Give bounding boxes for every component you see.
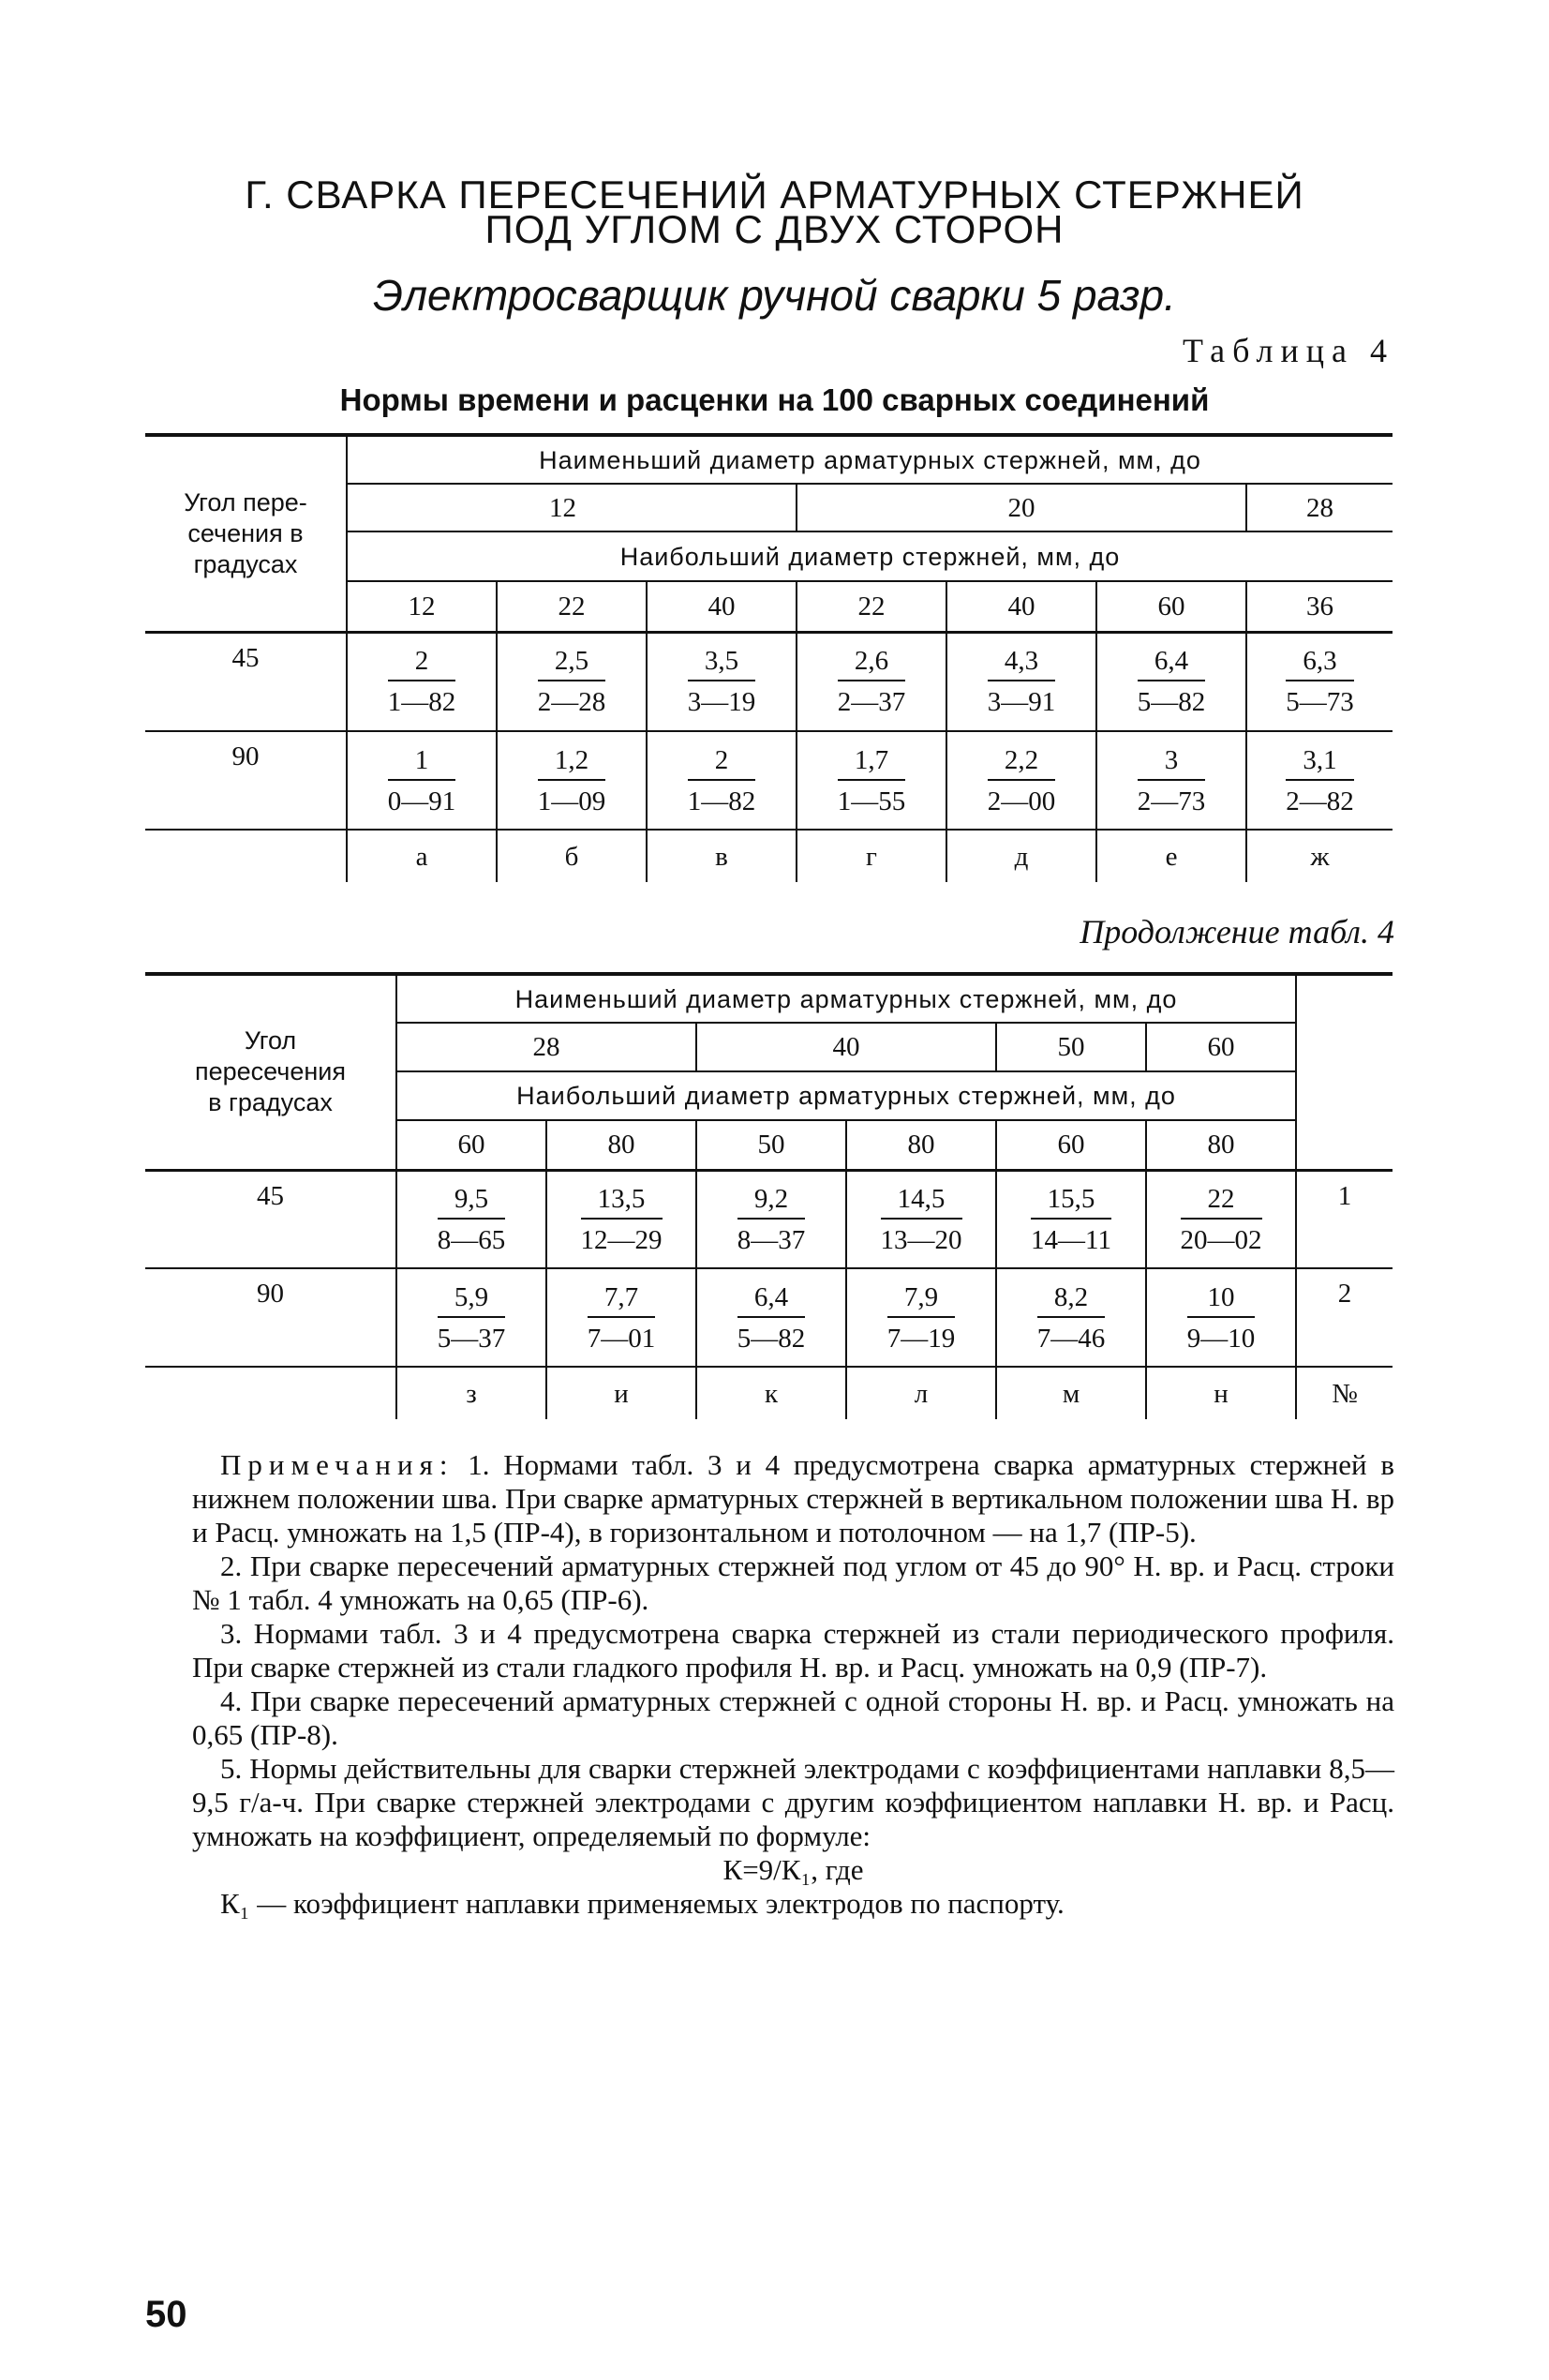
rate: 7—46 [1036, 1323, 1106, 1354]
rate: 13—20 [880, 1224, 962, 1255]
max-diameter-value: 22 [797, 581, 946, 632]
norm-cell [696, 1268, 846, 1367]
norm-cell [396, 1268, 546, 1367]
angle-cell: 45 [145, 632, 347, 731]
rate: 9—10 [1186, 1323, 1256, 1354]
norms-table-1 [145, 433, 1393, 882]
rate: 1—82 [387, 687, 456, 718]
norm-cell [546, 1268, 696, 1367]
norm-cell [347, 632, 497, 731]
angle-header: Угол пересечения в градусах [145, 974, 396, 1170]
worker-subtitle: Электросварщик ручной сварки 5 разр. [373, 271, 1176, 320]
max-diameter-value: 80 [1146, 1120, 1296, 1170]
time-norm: 7,9 [887, 1282, 956, 1318]
rate: 3—91 [987, 687, 1056, 718]
time-norm: 22 [1181, 1184, 1262, 1220]
column-letter: б [497, 830, 647, 882]
time-norm: 14,5 [881, 1184, 962, 1220]
max-diameter-value: 60 [1096, 581, 1246, 632]
norm-cell [946, 731, 1096, 830]
max-diameter-value: 60 [396, 1120, 546, 1170]
time-norm: 3,5 [688, 646, 756, 681]
time-norm: 2 [688, 745, 756, 781]
max-diameter-header: Наибольший диаметр арматурных стержней, мм, до [396, 1071, 1296, 1120]
rate: 5—73 [1286, 687, 1354, 718]
angle-cell: 45 [145, 1170, 396, 1268]
time-norm: 3 [1138, 745, 1206, 781]
continuation-label: Продолжение табл. 4 [1080, 913, 1394, 951]
note-4: 4. При сварке пересечений арматурных стержней с одной стороны Н. вр. и Расц. умножать на 0,65 (ПР-8). [192, 1684, 1394, 1751]
norm-cell [846, 1268, 996, 1367]
rate: 2—73 [1137, 786, 1206, 816]
rate: 5—82 [737, 1323, 806, 1354]
min-group-header: 40 [696, 1023, 996, 1071]
k1-definition: К₁ — коэффициент наплавки применяемых электродов по паспорту. [220, 1887, 1065, 1920]
column-letter: ж [1310, 841, 1330, 872]
table-row [145, 731, 1393, 830]
time-norm: 6,4 [737, 1282, 806, 1318]
rate: 2—37 [837, 687, 906, 718]
time-norm: 7,7 [588, 1282, 656, 1318]
max-diameter-value: 80 [546, 1120, 696, 1170]
table-caption: Нормы времени и расценки на 100 сварных соединений [339, 382, 1210, 417]
rate: 12—29 [580, 1224, 663, 1255]
column-letter: е [1096, 830, 1246, 882]
angle-header: Угол пере-сечения в градусах [145, 435, 347, 632]
note-1: Примечания: 1. Нормами табл. 3 и 4 предусмотрена сварка арматурных стержней в нижнем положении шва. При сварке арматурных стержней в вертикальном положении шва Н. вр и Расц. умножать на 1,5 (ПР-4), в горизонтальном и потолочном — на 1,7 (ПР-5). [192, 1448, 1394, 1549]
angle-cell: 90 [145, 1268, 396, 1367]
time-norm: 1,7 [838, 745, 906, 781]
norm-cell [846, 1170, 996, 1268]
column-letter: и [546, 1367, 696, 1419]
max-diameter-value: 22 [497, 581, 647, 632]
column-letter: д [946, 830, 1096, 882]
time-norm: 9,5 [438, 1184, 506, 1220]
time-norm: 9,2 [737, 1184, 806, 1220]
rate: 8—37 [737, 1224, 806, 1255]
column-letter: з [396, 1367, 546, 1419]
max-diameter-value: 50 [696, 1120, 846, 1170]
section-title-line2: ПОД УГЛОМ С ДВУХ СТОРОН [484, 207, 1065, 251]
min-diameter-header: Наименьший диаметр арматурных стержней, мм, до [396, 974, 1296, 1023]
rate: 5—82 [1137, 687, 1206, 718]
min-diameter-header: Наименьший диаметр арматурных стержней, мм, до [347, 435, 1393, 484]
column-letter: н [1146, 1367, 1296, 1419]
number-column-label: № [1332, 1378, 1358, 1409]
norm-cell [946, 632, 1096, 731]
time-norm: 3,1 [1286, 745, 1354, 781]
angle-cell: 90 [145, 731, 347, 830]
norm-cell [647, 731, 797, 830]
page-number: 50 [145, 2294, 187, 2335]
norm-cell [546, 1170, 696, 1268]
rate: 1—09 [537, 786, 606, 816]
table-row [145, 1268, 1393, 1367]
column-letter: к [696, 1367, 846, 1419]
min-group-header: 28 [1246, 484, 1393, 531]
time-norm: 2,2 [988, 745, 1056, 781]
min-group-header: 28 [396, 1023, 696, 1071]
norm-cell [347, 731, 497, 830]
norm-cell [1246, 632, 1393, 731]
rate: 2—82 [1286, 786, 1354, 816]
norm-cell [797, 731, 946, 830]
time-norm: 10 [1187, 1282, 1256, 1318]
time-norm: 6,3 [1286, 646, 1354, 681]
rate: 2—00 [987, 786, 1056, 816]
rate: 7—19 [886, 1323, 956, 1354]
rate: 1—55 [837, 786, 906, 816]
time-norm: 8,2 [1037, 1282, 1106, 1318]
max-diameter-value: 60 [996, 1120, 1146, 1170]
min-group-header: 20 [797, 484, 1246, 531]
time-norm: 1 [388, 745, 456, 781]
notes-block [192, 1448, 1394, 1921]
time-norm: 2 [388, 646, 456, 681]
rate: 7—01 [587, 1323, 656, 1354]
section-title-line1: Г. СВАРКА ПЕРЕСЕЧЕНИЙ АРМАТУРНЫХ СТЕРЖНЕЙ [245, 172, 1304, 217]
column-letter: м [996, 1367, 1146, 1419]
time-norm: 5,9 [438, 1282, 506, 1318]
norm-cell [1146, 1170, 1296, 1268]
norms-table-2 [145, 972, 1393, 1419]
note-3: 3. Нормами табл. 3 и 4 предусмотрена сварка стержней из стали периодического профиля. При сварке стержней из стали гладкого профиля Н. вр. и Расц. умножать на 0,9 (ПР-7). [192, 1617, 1394, 1684]
norm-cell [696, 1170, 846, 1268]
table-row [145, 632, 1393, 731]
column-letter: л [846, 1367, 996, 1419]
max-diameter-value: 36 [1306, 591, 1334, 621]
max-diameter-value: 12 [347, 581, 497, 632]
time-norm: 15,5 [1031, 1184, 1111, 1220]
min-group-header: 12 [347, 484, 797, 531]
min-group-header: 60 [1146, 1023, 1296, 1071]
rate: 14—11 [1031, 1224, 1111, 1255]
time-norm: 13,5 [581, 1184, 663, 1220]
max-diameter-value: 80 [846, 1120, 996, 1170]
norm-cell [996, 1268, 1146, 1367]
rate: 8—65 [437, 1224, 506, 1255]
norm-cell [996, 1170, 1146, 1268]
max-diameter-value: 40 [946, 581, 1096, 632]
column-letter: г [797, 830, 946, 882]
max-diameter-value: 40 [647, 581, 797, 632]
norm-cell [396, 1170, 546, 1268]
norm-cell [647, 632, 797, 731]
norm-cell [797, 632, 946, 731]
rate: 3—19 [687, 687, 756, 718]
time-norm: 2,5 [538, 646, 606, 681]
norm-cell [1146, 1268, 1296, 1367]
time-norm: 1,2 [538, 745, 606, 781]
column-letter: в [647, 830, 797, 882]
rate: 20—02 [1180, 1224, 1262, 1255]
norm-cell [1246, 731, 1393, 830]
time-norm: 6,4 [1138, 646, 1206, 681]
norm-cell [497, 632, 647, 731]
time-norm: 4,3 [988, 646, 1056, 681]
max-diameter-header: Наибольший диаметр стержней, мм, до [347, 531, 1393, 581]
letter-row [145, 1367, 1393, 1419]
norm-cell [1096, 632, 1246, 731]
min-group-header: 50 [996, 1023, 1146, 1071]
rate: 1—82 [687, 786, 756, 816]
note-5: 5. Нормы действительны для сварки стержней электродами с коэффициентами наплавки 8,5—9,5 г/а-ч. При сварке стержней электродами с другим коэффициентом наплавки Н. вр. и Расц. умножать на коэффициент, определяемый по формуле: [192, 1752, 1394, 1852]
note-2: 2. При сварке пересечений арматурных стержней под углом от 45 до 90° Н. вр. и Расц. строки № 1 табл. 4 умножать на 0,65 (ПР-6). [192, 1549, 1394, 1616]
time-norm: 2,6 [838, 646, 906, 681]
notes-label: Примечания: [220, 1448, 454, 1481]
rate: 0—91 [387, 786, 456, 816]
norm-cell [1096, 731, 1246, 830]
norm-cell [497, 731, 647, 830]
row-number: 1 [1337, 1180, 1352, 1211]
rate: 2—28 [537, 687, 606, 718]
formula: К=9/К₁, где [722, 1853, 864, 1886]
table-row [145, 1170, 1393, 1268]
rate: 5—37 [437, 1323, 506, 1354]
column-letter: а [347, 830, 497, 882]
row-number: 2 [1337, 1279, 1352, 1309]
letter-row [145, 830, 1393, 882]
table-label: Таблица 4 [1183, 332, 1394, 369]
